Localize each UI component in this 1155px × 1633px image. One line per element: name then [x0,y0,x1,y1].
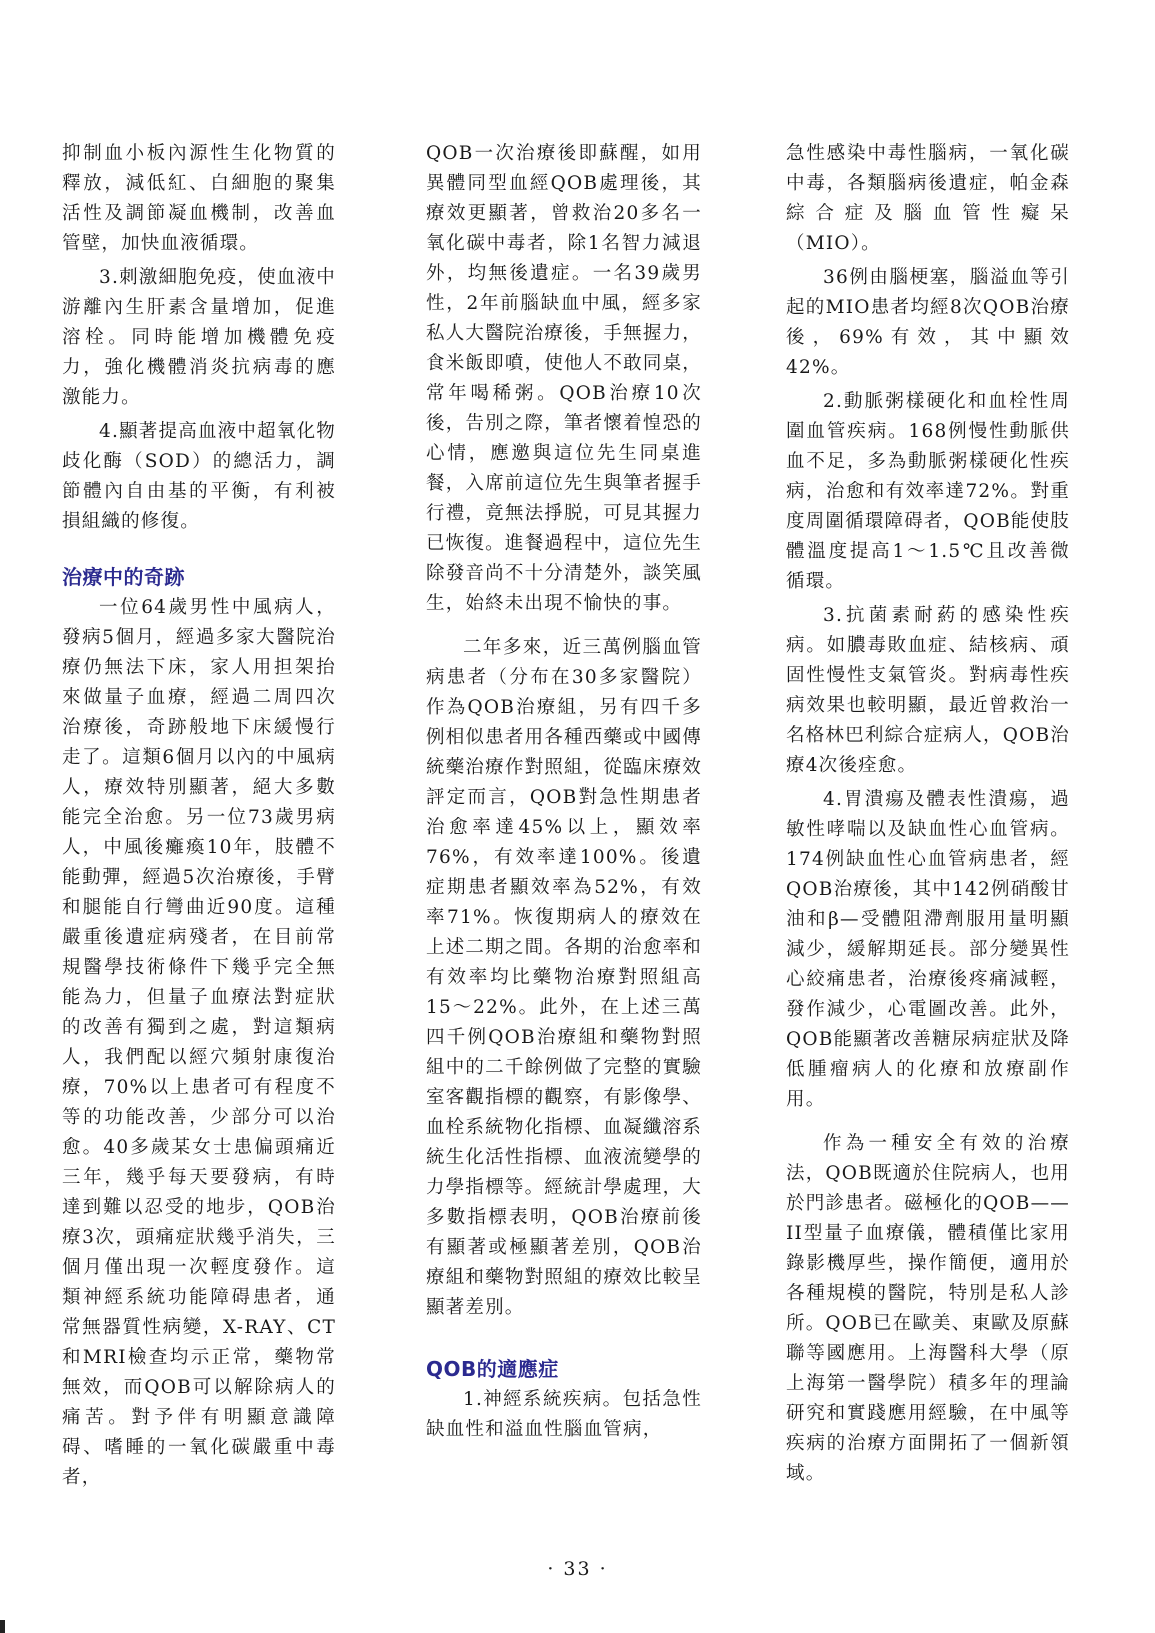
paragraph: 一位64歲男性中風病人，發病5個月，經過多家大醫院治療仍無法下床，家人用担架抬來做量子血療，經過二周四次治療後，奇跡般地下床緩慢行走了。這類6個月以內的中風病人，療效特別顯著，絕大多數能完全治愈。另一位73歲男病人，中風後癱瘓10年，肢體不能動彈，經過5次治療後，手臂和腿能自行彎曲近90度。這種嚴重後遺症病殘者，在目前常規醫學技術條件下幾乎完全無能為力，但量子血療法對症狀的改善有獨到之處，對這類病人，我們配以經穴頻射康復治療，70%以上患者可有程度不等的功能改善，少部分可以治愈。40多歲某女士患偏頭痛近三年，幾乎每天要發病，有時達到難以忍受的地步，QOB治療3次，頭痛症狀幾乎消失，三個月僅出現一次輕度發作。這類神經系統功能障碍患者，通常無器質性病變，X-RAY、CT 和MRI檢查均示正常，藥物常無效，而QOB可以解除病人的痛苦。對予伴有明顯意識障碍、嗜睡的一氧化碳嚴重中毒者， [62,597,336,1488]
paragraph: 3.刺激細胞免疫，使血液中游離內生肝素含量增加，促進溶栓。同時能增加機體免疫力，強化機體消炎抗病毒的應激能力。 [62,267,336,408]
paragraph: 作為一種安全有效的治療法，QOB既適於住院病人，也用於門診患者。磁極化的QOB——II型量子血療儀，體積僅比家用錄影機厚些，操作簡便，適用於各種規模的醫院，特別是私人診所。QOB已在歐美、東歐及原蘇聯等國應用。上海醫科大學（原上海第一醫學院）積多年的理論研究和實踐應用經驗，在中風等疾病的治療方面開拓了一個新領域。 [786,1133,1070,1484]
paragraph: 二年多來，近三萬例腦血管病患者（分布在30多家醫院）作為QOB治療組，另有四千多例相似患者用各種西藥或中國傳統藥治療作對照組，從臨床療效評定而言，QOB對急性期患者治愈率達45%以上，顯效率76%，有效率達100%。後遺症期患者顯效率為52%，有效率71%。恢復期病人的療效在上述二期之間。各期的治愈率和有效率均比藥物治療對照組高15～22%。此外，在上述三萬四千例QOB治療組和藥物對照組中的二千餘例做了完整的實驗室客觀指標的觀察，有影像學、血栓系統物化指標、血凝纖溶系統生化活性指標、血液流變學的力學指標等。經統計學處理，大多數指標表明，QOB治療前後有顯著或極顯著差別，QOB治療組和藥物對照組的療效比較呈顯著差別。 [426,637,702,1318]
paragraph: 急性感染中毒性腦病，一氧化碳中毒，各類腦病後遺症，帕金森綜合症及腦血管性癡呆（MIO）。 [786,143,1070,254]
section-heading-miracles: 治療中的奇跡 [62,565,185,589]
article-column-2 [426,139,702,1445]
section-heading-indications: QOB的適應症 [426,1357,559,1381]
paragraph: 4.顯著提高血液中超氧化物歧化酶（SOD）的總活力，調節體內自由基的平衡，有利被損組織的修復。 [62,421,336,532]
scan-edge-mark [0,1620,5,1633]
paragraph: QOB一次治療後即蘇醒，如用異體同型血經QOB處理後，其療效更顯著，曾救治20多名一氧化碳中毒者，除1名智力減退外，均無後遺症。一名39歲男性，2年前腦缺血中風，經多家私人大醫院治療後，手無握力，食米飯即噴，使他人不敢同桌，常年喝稀粥。QOB治療10次後，告別之際，筆者懷着惶恐的心情，應邀與這位先生同桌進餐，入席前這位先生與筆者握手行禮，竟無法掙脱，可見其握力已恢復。進餐過程中，這位先生除發音尚不十分清楚外，談笑風生，始終未出現不愉快的事。 [426,143,702,614]
article-column-1 [62,139,336,1493]
paragraph: 36例由腦梗塞，腦溢血等引起的MIO患者均經8次QOB治療後，69%有效，其中顯效42%。 [786,267,1070,378]
article-column-3 [786,139,1070,1489]
paragraph: 2.動脈粥樣硬化和血栓性周圍血管疾病。168例慢性動脈供血不足，多為動脈粥樣硬化性疾病，治愈和有效率達72%。對重度周圍循環障碍者，QOB能使肢體溫度提高1～1.5℃且改善微循環。 [786,391,1070,592]
paragraph: 抑制血小板內源性生化物質的釋放，減低紅、白細胞的聚集活性及調節凝血機制，改善血管壁，加快血液循環。 [62,143,336,254]
paragraph: 1.神經系統疾病。包括急性缺血性和溢血性腦血管病， [426,1389,702,1440]
paragraph: 3.抗菌素耐葯的感染性疾病。如膿毒敗血症、結核病、頑固性慢性支氣管炎。對病毒性疾病效果也較明顯，最近曾救治一名格林巴利綜合症病人，QOB治療4次後痊愈。 [786,605,1070,776]
page-number: · 33 · [547,1558,608,1580]
paragraph: 4.胃潰瘍及體表性潰瘍，過敏性哮喘以及缺血性心血管病。174例缺血性心血管病患者，經QOB治療後，其中142例硝酸甘油和β—受體阻滯劑服用量明顯減少，緩解期延長。部分變異性心絞痛患者，治療後疼痛減輕，發作減少，心電圖改善。此外，QOB能顯著改善糖尿病症狀及降低腫瘤病人的化療和放療副作用。 [786,789,1070,1110]
